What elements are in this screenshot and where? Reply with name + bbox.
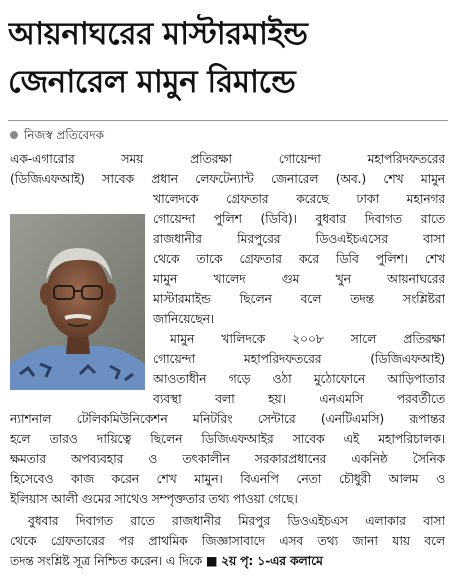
headline-line-1: আয়নাঘরের মাস্টারমাইন্ড [8, 16, 308, 52]
portrait-illustration [10, 214, 145, 390]
body-line-21 [10, 551, 445, 571]
body-line-20: থেকে গ্রেফতারের পর প্রাথমিক জিজ্ঞাসাবাদে এসব তথ্য জানা যায় বলে [10, 533, 445, 548]
body-line-11: গোয়েন্দা মহাপরিদফতরের (ডিজিএফআই) [153, 351, 445, 366]
body-line-18: ইলিয়াস আলী গুমের সাথেও সম্পৃক্ততার তথ্য পাওয়া গেছে। [10, 491, 298, 506]
body-line-5: রাজধানীর মিরপুরের ডিওএইচএসের বাসা [153, 231, 445, 246]
body-line-3: খালেদকে গ্রেফতার করেছে ঢাকা মহানগর [153, 191, 445, 206]
headline-divider [8, 120, 448, 121]
headline-line-2: জেনারেল মামুন রিমান্ডে [8, 64, 296, 100]
body-line-16: ক্ষমতার অপব্যবহার ও তৎকালীন সরকারপ্রধানের একনিষ্ঠ সৈনিক [10, 451, 445, 466]
byline [10, 127, 104, 143]
body-line-19: বুধবার দিবাগত রাতে রাজধানীর মিরপুর ডিওএইচএস এলাকার বাসা [28, 513, 445, 528]
portrait-photo [10, 214, 145, 390]
byline-text: নিজস্ব প্রতিবেদক [24, 128, 105, 142]
continuation-jump: ২য় পৃ: ১-এর কলামে [221, 553, 323, 568]
byline-bullet-icon [10, 131, 18, 139]
body-line-4: গোয়েন্দা পুলিশ (ডিবি)। বুধবার দিবাগত রাতে [153, 211, 445, 226]
body-line-14: ন্যাশনাল টেলিকমিউনিকেশন মনিটরিং সেন্টারে (এনটিএমসি) রূপান্তর [10, 411, 445, 426]
body-line-8: মাস্টারমাইন্ড ছিলেন বলে তদন্ত সংশ্লিষ্টরা [153, 291, 445, 306]
body-line-13: ব্যবস্থা বলা হয়। এনএমসি পরবর্তীতে [153, 391, 445, 406]
jump-marker-icon: ■ [205, 553, 218, 568]
body-line-21-text: তদন্ত সংশ্লিষ্ট সূত্র নিশ্চিত করেন। এ দিকে [10, 553, 203, 568]
body-line-7: মামুন খালেদ গুম খুন আয়নাঘরের [153, 271, 445, 286]
body-line-15: হলে তারও দায়িত্বে ছিলেন ডিজিএফআইর সাবেক এই মহাপরিচালক। [10, 431, 445, 446]
body-line-9: জানিয়েছেন। [153, 311, 215, 326]
body-line-10: মামুন খালিদকে ২০০৮ সালে প্রতিরক্ষা [170, 331, 445, 346]
body-line-2: (ডিজিএফআই) সাবেক প্রধান লেফটেন্যান্ট জেনারেল (অব.) শেখ মামুন [10, 171, 445, 186]
body-line-1: এক-এগারোর সময় প্রতিরক্ষা গোয়েন্দা মহাপরিদফতরের [10, 151, 445, 166]
body-line-6: থেকে তাকে গ্রেফতার করে ডিবি পুলিশ। শেখ [153, 251, 445, 266]
body-line-12: আওতাধীন গড়ে ওঠা মুঠোফোনে আড়িপাতার [153, 371, 445, 386]
body-line-17: হিসেবেও কাজ করেন শেখ মামুন। বিএনপি নেতা চৌধুরী আলম ও [10, 471, 445, 486]
